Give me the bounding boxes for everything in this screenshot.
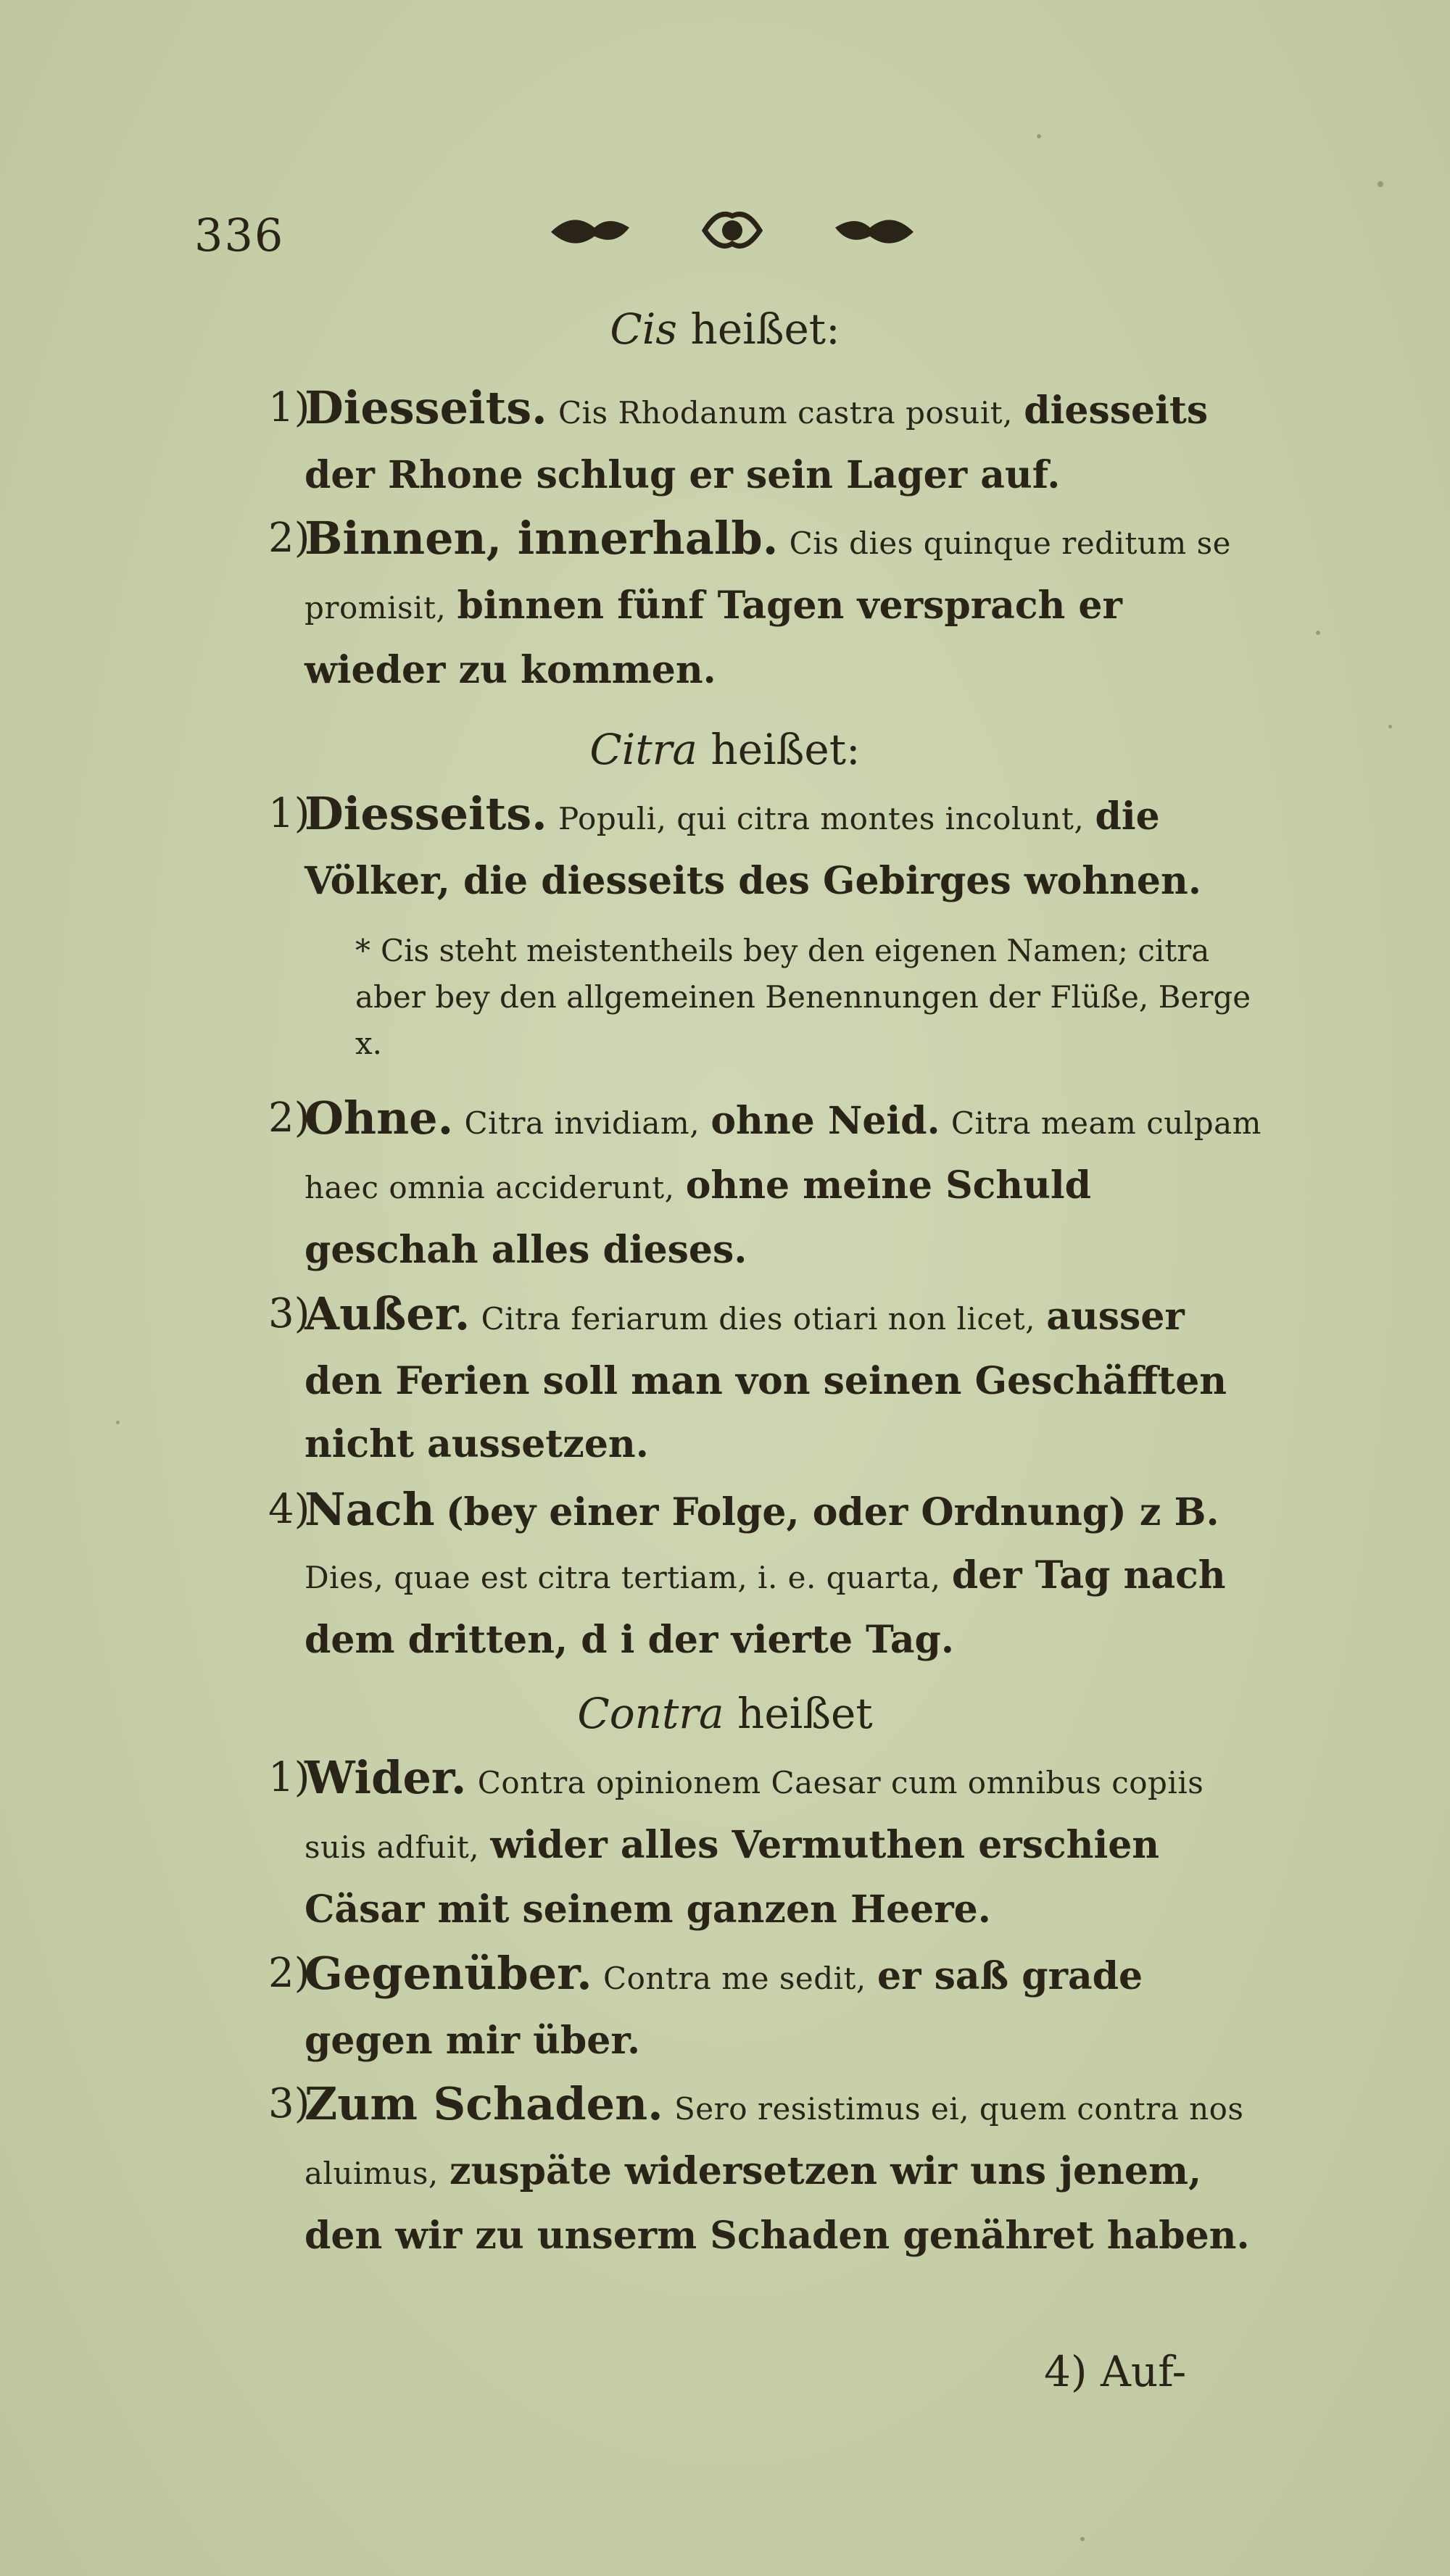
entry-german: der Tag nach dem dritten, d i der vierte Tag. <box>304 1553 1226 1662</box>
entry-citra-2 <box>268 1087 1262 1282</box>
paper-speck <box>1378 181 1383 187</box>
heading-term: Citra <box>589 725 697 774</box>
entry-latin: Cis dies quinque reditum se promisit, <box>304 525 1232 626</box>
heading-suffix: heißet: <box>710 725 861 774</box>
ornament-icon <box>536 197 928 262</box>
entry-keyword: Binnen, innerhalb. <box>304 512 779 565</box>
heading-term: Contra <box>577 1689 724 1738</box>
entry-german: ohne Neid. <box>710 1099 940 1143</box>
heading-suffix: heißet: <box>690 304 840 354</box>
section-heading-citra <box>0 725 1450 774</box>
catchword: 4) Auf- <box>1044 2347 1187 2396</box>
entry-cis-2 <box>268 507 1262 702</box>
entry-keyword: Nach <box>304 1483 435 1536</box>
section-heading-contra <box>0 1689 1450 1738</box>
entry-keyword: Wider. <box>304 1751 467 1804</box>
paper-speck <box>1316 631 1320 635</box>
asterisk-icon: * <box>355 933 370 968</box>
entry-contra-3 <box>268 2073 1262 2268</box>
entry-german: diesseits der Rhone schlug er sein Lager auf. <box>304 389 1209 497</box>
entry-german: er saß grade gegen mir über. <box>304 1954 1143 2063</box>
entry-german: wider alles Vermuthen erschien Cäsar mit seinem ganzen Heere. <box>304 1823 1160 1932</box>
heading-term: Cis <box>610 304 678 354</box>
entry-german: binnen fünf Tagen versprach er wieder zu kommen. <box>304 583 1122 692</box>
entry-keyword: Gegenüber. <box>304 1947 592 2000</box>
footnote <box>355 928 1269 1067</box>
entry-latin: Contra opinionem Caesar cum omnibus copiis suis adfuit, <box>304 1765 1204 1865</box>
entry-number: 1) <box>268 790 310 837</box>
entry-latin-2: Citra meam culpam haec omnia acciderunt, <box>304 1105 1262 1205</box>
paper-speck <box>1388 725 1392 728</box>
entry-german: die Völker, die diesseits des Gebirges wohnen. <box>304 794 1201 903</box>
entry-cis-1 <box>268 377 1262 507</box>
entry-keyword: Ohne. <box>304 1092 454 1144</box>
entry-german: ausser den Ferien soll man von seinen Geschäfften nicht aussetzen. <box>304 1295 1227 1466</box>
entry-citra-4 <box>268 1479 1262 1672</box>
entry-latin: Contra me sedit, <box>602 1961 866 1996</box>
entry-latin: Sero resistimus ei, quem contra nos aluimus, <box>304 2091 1244 2191</box>
entry-number: 2) <box>268 1094 310 1142</box>
entry-number: 3) <box>268 1290 310 1337</box>
entry-latin: Citra invidiam, <box>464 1105 700 1141</box>
entry-citra-1 <box>268 783 1262 913</box>
section-heading-cis <box>0 304 1450 354</box>
entry-number: 2) <box>268 515 310 562</box>
heading-suffix: heißet <box>737 1689 873 1738</box>
paper-speck <box>1037 134 1041 138</box>
entry-number: 2) <box>268 1950 310 1997</box>
entry-latin: Cis Rhodanum castra posuit, <box>558 395 1014 431</box>
entry-keyword: Diesseits. <box>304 787 547 840</box>
entry-keyword: Zum Schaden. <box>304 2077 663 2130</box>
paper-speck <box>1080 2537 1085 2541</box>
page-number: 336 <box>194 209 285 262</box>
note-text: Cis steht meistentheils bey den eigenen Namen; citra aber bey den allgemeinen Benennungen der Flüße, Berge x. <box>355 933 1251 1061</box>
entry-number: 3) <box>268 2080 310 2127</box>
entry-latin: Citra feriarum dies otiari non licet, <box>481 1301 1036 1337</box>
entry-german-2: ohne meine Schuld geschah alles dieses. <box>304 1163 1092 1272</box>
entry-number: 4) <box>268 1486 310 1533</box>
entry-keyword: Außer. <box>304 1287 471 1340</box>
entry-citra-3 <box>268 1283 1262 1476</box>
entry-german: zuspäte widersetzen wir uns jenem, den wir zu unserm Schaden genähret haben. <box>304 2149 1250 2258</box>
entry-latin: Dies, quae est citra tertiam, i. e. quarta, <box>304 1560 941 1595</box>
entry-contra-2 <box>268 1943 1262 2073</box>
entry-number: 1) <box>268 384 310 431</box>
entry-keyword: Diesseits. <box>304 381 547 434</box>
entry-number: 1) <box>268 1754 310 1801</box>
entry-latin: Populi, qui citra montes incolunt, <box>558 801 1085 836</box>
entry-keyword-extra: (bey einer Folge, oder Ordnung) z B. <box>445 1490 1219 1534</box>
entry-contra-1 <box>268 1747 1262 1942</box>
paper-speck <box>116 1421 120 1424</box>
